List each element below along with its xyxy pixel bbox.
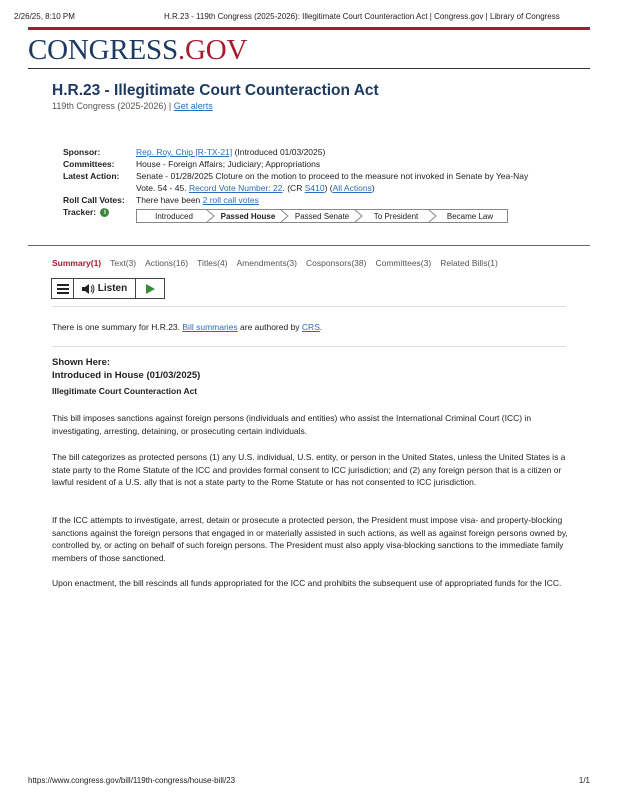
logo-gov: GOV	[184, 34, 248, 66]
latest-action-text: Senate - 01/28/2025 Cloture on the motion to proceed to the measure not invoked in Senate by Yea-Nay Vote. 54 - 45.	[136, 171, 529, 193]
crs-link[interactable]: CRS	[301, 322, 320, 332]
summary-paragraph: This bill imposes sanctions against foreign persons (individuals and entities) who assist the International Criminal Court (ICC) in investigating, arresting, detaining, or prosecuting certain individuals.	[52, 413, 532, 436]
committees-row	[63, 158, 546, 170]
summary-intro	[52, 322, 322, 332]
all-actions-link[interactable]: All Actions	[332, 183, 372, 193]
divider	[52, 346, 566, 347]
summary-version: Introduced in House (01/03/2025)	[52, 369, 201, 381]
roll-call-row	[63, 194, 546, 206]
tab-cosponsors[interactable]: Cosponsors(38)	[305, 258, 367, 268]
summary-paragraph: The bill categorizes as protected persons (1) any U.S. individual, U.S. entity, or person in the United States, unless the United States is a state party to the Rome Statute of the ICC and provides formal consent to ICC jurisdiction; and (2) any foreign person that is a citizen or lawful resident of a U.S. ally that is not a state party to the Rome Statute or has not consented to ICC jurisdiction.	[52, 452, 566, 487]
sponsor-introduced: (Introduced 01/03/2025)	[232, 147, 326, 157]
tab-amendments[interactable]: Amendments(3)	[236, 258, 297, 268]
section-divider	[28, 245, 590, 246]
bill-overview	[63, 146, 546, 218]
cr-suffix: ) (	[324, 183, 333, 193]
bill-title: H.R.23 - Illegitimate Court Counteraction Act	[52, 82, 379, 99]
tab-actions[interactable]: Actions(16)	[145, 258, 189, 268]
all-actions-suffix: )	[371, 183, 375, 193]
tab-titles[interactable]: Titles(4)	[197, 258, 228, 268]
congress-label: 119th Congress (2025-2026) |	[52, 101, 174, 111]
brand-top-bar	[28, 27, 590, 30]
speaker-icon	[82, 284, 95, 294]
tab-related-bills[interactable]: Related Bills(1)	[440, 258, 498, 268]
tracker-step-label: Became Law	[446, 211, 494, 221]
chevron-right-icon	[206, 210, 215, 222]
logo-congress: CONGRESS	[28, 34, 178, 66]
tracker-step-introduced	[137, 210, 211, 222]
tracker-step-passed-house	[211, 210, 285, 222]
get-alerts-link[interactable]: Get alerts	[173, 101, 213, 111]
logo-dot: .	[177, 34, 185, 66]
intro-mid: are authored by	[237, 322, 302, 332]
roll-call-prefix: There have been	[136, 195, 203, 205]
listen-button[interactable]	[74, 279, 136, 298]
tracker-step-became-law	[433, 210, 507, 222]
chevron-right-icon	[280, 210, 289, 222]
latest-action-label: Latest Action:	[63, 171, 120, 181]
cr-page-link[interactable]: S410	[304, 183, 325, 193]
latest-action-row	[63, 170, 546, 194]
header-divider	[28, 68, 590, 69]
tracker-step-label: Introduced	[155, 211, 193, 221]
cr-prefix: . (CR	[282, 183, 305, 193]
tracker-step-label: Passed House	[220, 211, 276, 221]
tab-committees[interactable]: Committees(3)	[375, 258, 432, 268]
summary-paragraph: Upon enactment, the bill rescinds all funds appropriated for the ICC and prohibits the subsequent use of appropriated funds for the ICC.	[52, 578, 562, 588]
menu-icon	[57, 284, 69, 294]
chevron-right-icon	[428, 210, 437, 222]
menu-button[interactable]	[52, 279, 74, 298]
record-vote-link[interactable]: Record Vote Number: 22	[188, 183, 283, 193]
intro-text: There is one summary for H.R.23.	[52, 322, 183, 332]
print-page-title: H.R.23 - 119th Congress (2025-2026): Illegitimate Court Counteraction Act | Congress.gov | Library of Congress	[164, 12, 560, 21]
committees-label: Committees:	[63, 159, 115, 169]
act-title: Illegitimate Court Counteraction Act	[52, 386, 198, 396]
intro-end: .	[319, 322, 323, 332]
committees-value: House - Foreign Affairs; Judiciary; Appropriations	[136, 159, 321, 169]
play-icon	[146, 284, 155, 294]
bill-summaries-link[interactable]: Bill summaries	[182, 322, 238, 332]
tracker-step-to-president	[359, 210, 433, 222]
shown-here-label: Shown Here:	[52, 357, 111, 368]
roll-call-link[interactable]: 2 roll call votes	[202, 195, 259, 205]
listen-label: Listen	[97, 283, 128, 294]
sponsor-link[interactable]: Rep. Roy, Chip [R-TX-21]	[136, 147, 233, 157]
bill-status-tracker	[136, 209, 508, 223]
print-footer	[28, 776, 590, 785]
summary-paragraph: If the ICC attempts to investigate, arrest, detain or prosecute a protected person, the President must impose visa- and property-blocking sanctions against the foreign persons that engaged in or materially assisted in such actions, as well as against foreign persons owned by, controlled by, or acting on behalf of such foreign persons. The President must also apply visa-blocking sanctions to the immediate family members of those sanctioned.	[52, 515, 568, 563]
bill-tabs	[52, 258, 498, 268]
tracker-label: Tracker:	[63, 207, 97, 217]
tracker-step-passed-senate	[285, 210, 359, 222]
tracker-step-label: Passed Senate	[294, 211, 350, 221]
print-url: https://www.congress.gov/bill/119th-congress/house-bill/23	[28, 776, 236, 785]
congress-session	[52, 101, 213, 111]
chevron-right-icon	[354, 210, 363, 222]
print-date: 2/26/25, 8:10 PM	[14, 12, 75, 21]
sponsor-row	[63, 146, 546, 158]
print-page-number: 1/1	[578, 776, 590, 785]
listen-player	[51, 278, 165, 299]
info-icon[interactable]: i	[100, 208, 109, 217]
tab-text[interactable]: Text(3)	[110, 258, 137, 268]
tab-summary[interactable]: Summary(1)	[52, 258, 102, 268]
congress-gov-logo[interactable]	[28, 34, 247, 67]
tracker-step-label: To President	[373, 211, 419, 221]
summary-version-heading	[52, 357, 200, 382]
roll-call-label: Roll Call Votes:	[63, 195, 125, 205]
divider	[52, 306, 566, 307]
sponsor-label: Sponsor:	[63, 147, 101, 157]
play-button[interactable]	[136, 279, 164, 298]
